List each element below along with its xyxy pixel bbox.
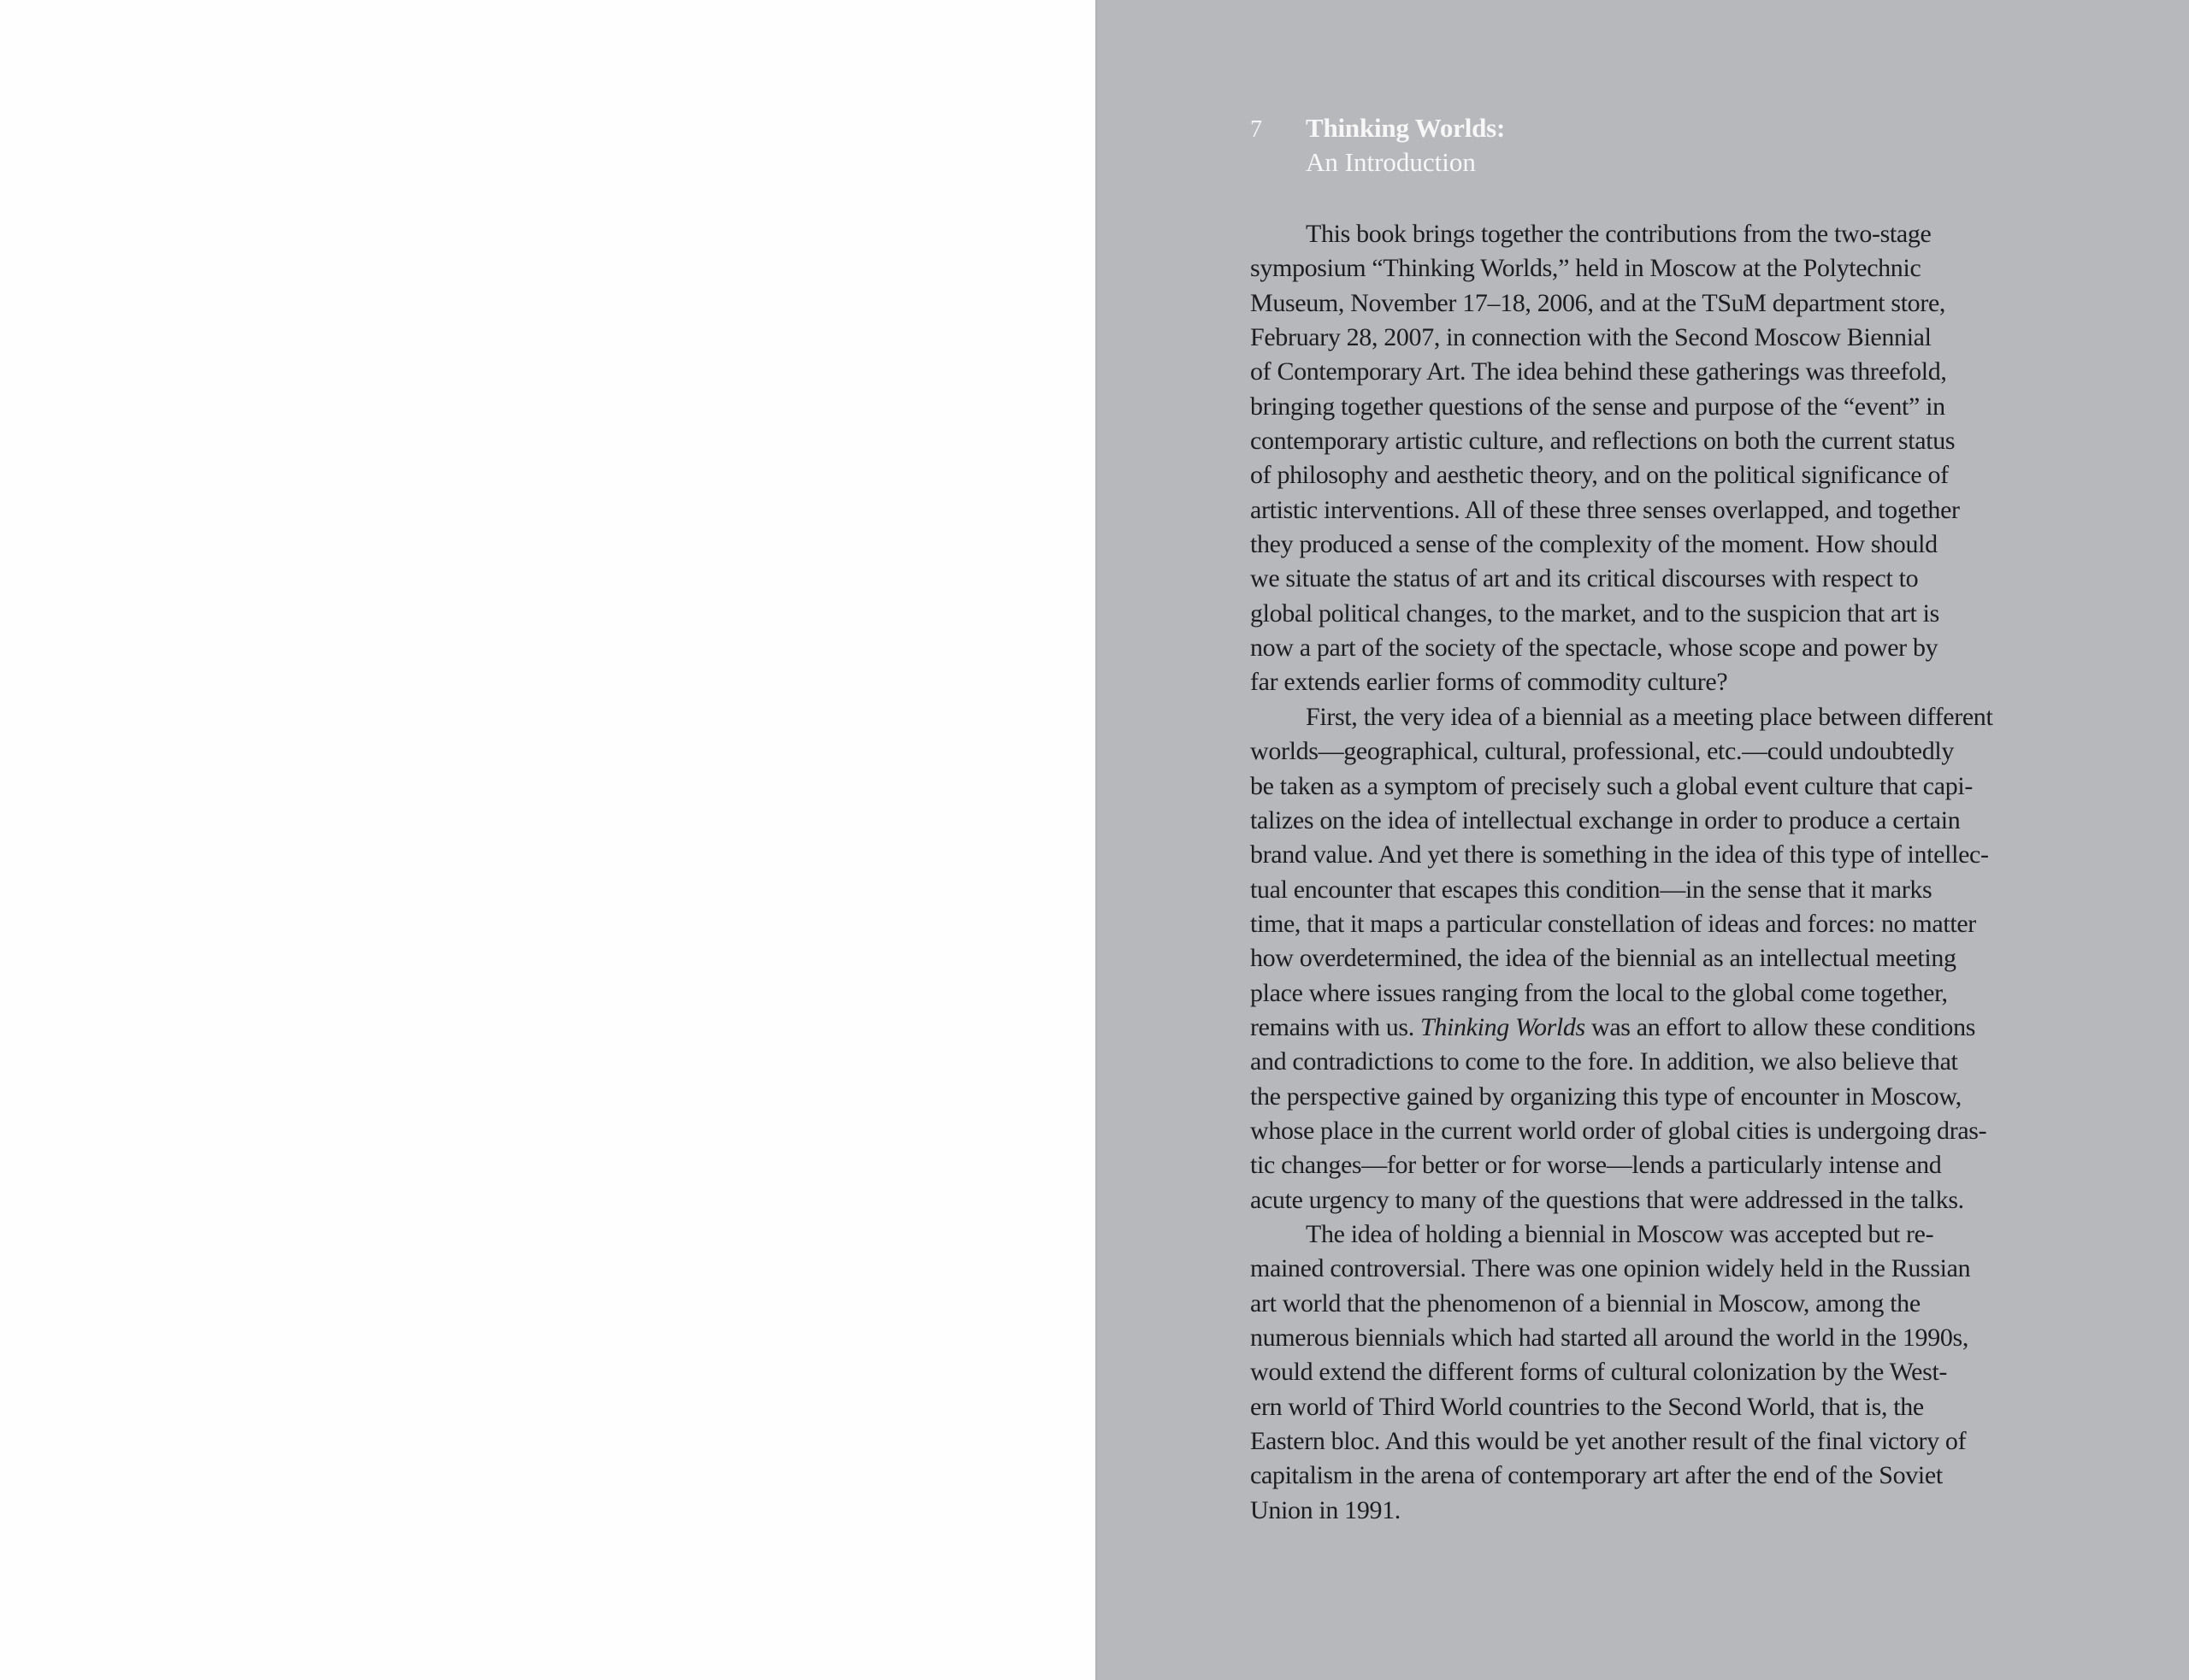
text-line: mained controversial. There was one opinion widely held in the Russian	[1250, 1254, 1971, 1283]
text-line: Union in 1991.	[1250, 1495, 1401, 1524]
text-line: of Contemporary Art. The idea behind these gatherings was threefold,	[1250, 357, 1947, 386]
text-line: Eastern bloc. And this would be yet another result of the final victory of	[1250, 1427, 1967, 1456]
chapter-subtitle: An Introduction	[1306, 147, 1476, 177]
text-line: The idea of holding a biennial in Moscow was accepted but re-	[1306, 1219, 1934, 1248]
text-segment: was an effort to allow these conditions	[1584, 1012, 1976, 1041]
text-line: of philosophy and aesthetic theory, and on the political significance of	[1250, 461, 1949, 490]
text-line: talizes on the idea of intellectual exchange in order to produce a certain	[1250, 805, 1961, 834]
text-line: time, that it maps a particular constellation of ideas and forces: no matter	[1250, 909, 1976, 938]
text-line: February 28, 2007, in connection with the Second Moscow Biennial	[1250, 323, 1932, 352]
text-line: symposium “Thinking Worlds,” held in Moscow at the Polytechnic	[1250, 254, 1921, 283]
text-line: ern world of Third World countries to the Second World, that is, the	[1250, 1392, 1924, 1421]
text-line-with-italic	[1250, 1011, 2088, 1045]
chapter-heading	[1306, 111, 1505, 180]
text-line: the perspective gained by organizing this type of encounter in Moscow,	[1250, 1082, 1962, 1111]
text-line: and contradictions to come to the fore. In addition, we also believe that	[1250, 1047, 1958, 1076]
text-line: capitalism in the arena of contemporary art after the end of the Soviet	[1250, 1461, 1943, 1490]
text-line: This book brings together the contributions from the two-stage	[1306, 220, 1932, 248]
text-line: contemporary artistic culture, and reflections on both the current status	[1250, 427, 1956, 456]
text-line: how overdetermined, the idea of the biennial as an intellectual meeting	[1250, 944, 1956, 973]
text-line: be taken as a symptom of precisely such a global event culture that capi-	[1250, 771, 1973, 800]
text-line: tual encounter that escapes this condition—in the sense that it marks	[1250, 875, 1932, 904]
text-line: bringing together questions of the sense and purpose of the “event” in	[1250, 392, 1945, 421]
text-line: brand value. And yet there is something in the idea of this type of intellec-	[1250, 840, 1989, 869]
text-line: far extends earlier forms of commodity culture?	[1250, 668, 1728, 697]
page-gutter	[1095, 0, 1097, 1680]
text-line: would extend the different forms of cultural colonization by the West-	[1250, 1358, 1948, 1387]
text-line: we situate the status of art and its critical discourses with respect to	[1250, 564, 1919, 593]
text-line: global political changes, to the market, and to the suspicion that art is	[1250, 598, 1939, 628]
text-line: art world that the phenomenon of a biennial in Moscow, among the	[1250, 1288, 1921, 1317]
chapter-number: 7	[1250, 116, 1262, 143]
paragraph-1	[1250, 217, 2088, 700]
text-segment: remains with us.	[1250, 1012, 1421, 1041]
text-line: Museum, November 17–18, 2006, and at the TSuM department store,	[1250, 288, 1946, 317]
body-text	[1250, 217, 2088, 1528]
text-line: numerous biennials which had started all around the world in the 1990s,	[1250, 1323, 1968, 1352]
text-line: acute urgency to many of the questions that were addressed in the talks.	[1250, 1185, 1964, 1214]
text-line: whose place in the current world order of global cities is undergoing dras-	[1250, 1116, 1987, 1145]
text-line: tic changes—for better or for worse—lends a particularly intense and	[1250, 1151, 1942, 1180]
text-line: they produced a sense of the complexity of the moment. How should	[1250, 530, 1938, 559]
text-line: artistic interventions. All of these three senses overlapped, and together	[1250, 495, 1960, 524]
italic-book-title: Thinking Worlds	[1420, 1012, 1585, 1041]
text-line: First, the very idea of a biennial as a meeting place between different	[1306, 702, 1993, 731]
text-line: worlds—geographical, cultural, professional, etc.—could undoubtedly	[1250, 737, 1954, 766]
text-line: now a part of the society of the spectacle, whose scope and power by	[1250, 634, 1938, 663]
chapter-title: Thinking Worlds:	[1306, 113, 1506, 143]
paragraph-2	[1250, 700, 2088, 1217]
paragraph-3	[1250, 1217, 2088, 1528]
text-line: place where issues ranging from the local to the global come together,	[1250, 978, 1948, 1007]
